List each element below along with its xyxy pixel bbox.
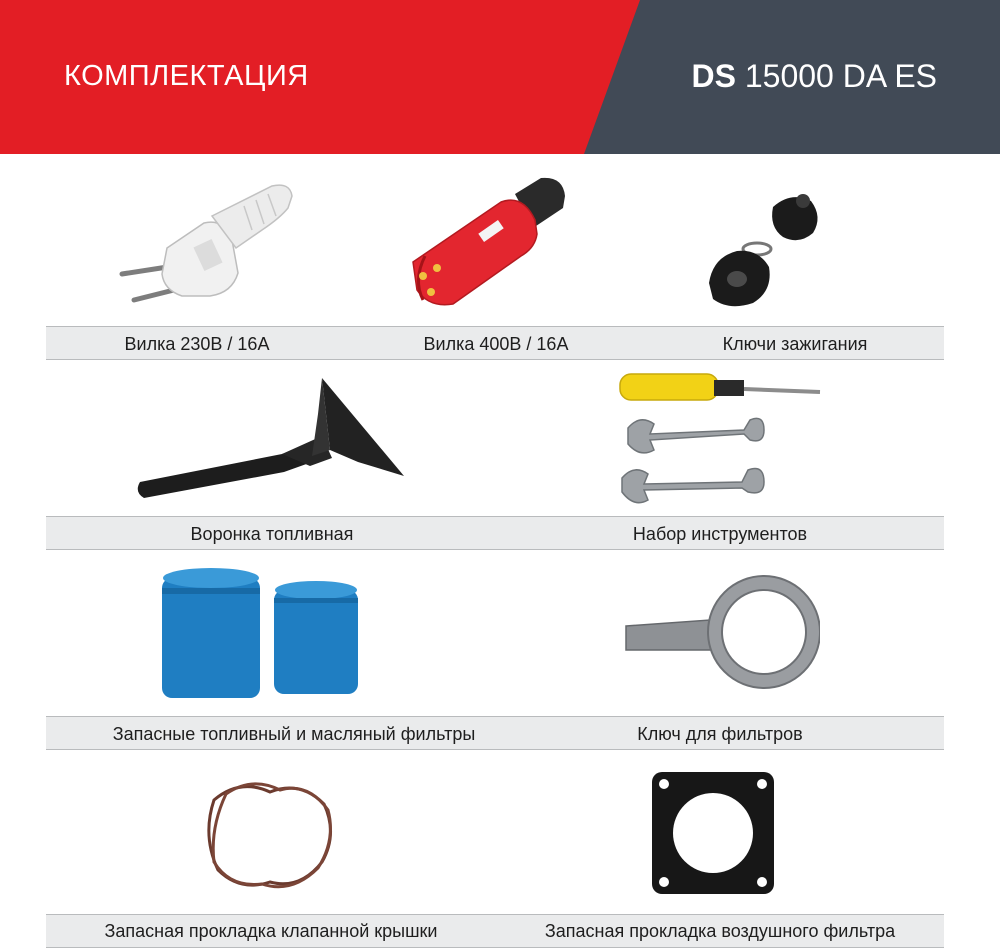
item-label-fuel-funnel: Воронка топливная [190, 524, 354, 544]
item-label-ignition-keys: Ключи зажигания [722, 334, 868, 354]
header-banner [0, 0, 1000, 154]
filter-wrench-icon [620, 566, 820, 702]
model-prefix: DS [691, 58, 736, 94]
item-label-filter-wrench: Ключ для фильтров [637, 724, 803, 744]
filters-icon [158, 564, 368, 704]
red-three-phase-plug-icon [405, 176, 575, 316]
model-name [692, 58, 937, 95]
valve-cover-gasket-icon [200, 770, 340, 900]
fuel-funnel-icon [132, 374, 408, 506]
item-label-plug-230: Вилка 230В / 16А [124, 334, 270, 354]
section-title: КОМПЛЕКТАЦИЯ [64, 60, 309, 92]
item-label-spare-filters: Запасные топливный и масляный фильтры [112, 724, 476, 744]
label-band-row-2 [46, 516, 944, 550]
ignition-keys-icon [695, 187, 835, 317]
item-label-plug-400: Вилка 400В / 16А [423, 334, 569, 354]
model-number: 15000 DA ES [744, 58, 937, 94]
air-filter-gasket-icon [642, 764, 782, 904]
white-plug-icon [112, 178, 297, 308]
item-label-air-filter-gasket: Запасная прокладка воздушного фильтра [544, 921, 896, 941]
item-label-tool-set: Набор инструментов [632, 524, 808, 544]
tool-set-icon [614, 370, 826, 506]
item-label-valve-cover-gasket: Запасная прокладка клапанной крышки [104, 921, 438, 941]
